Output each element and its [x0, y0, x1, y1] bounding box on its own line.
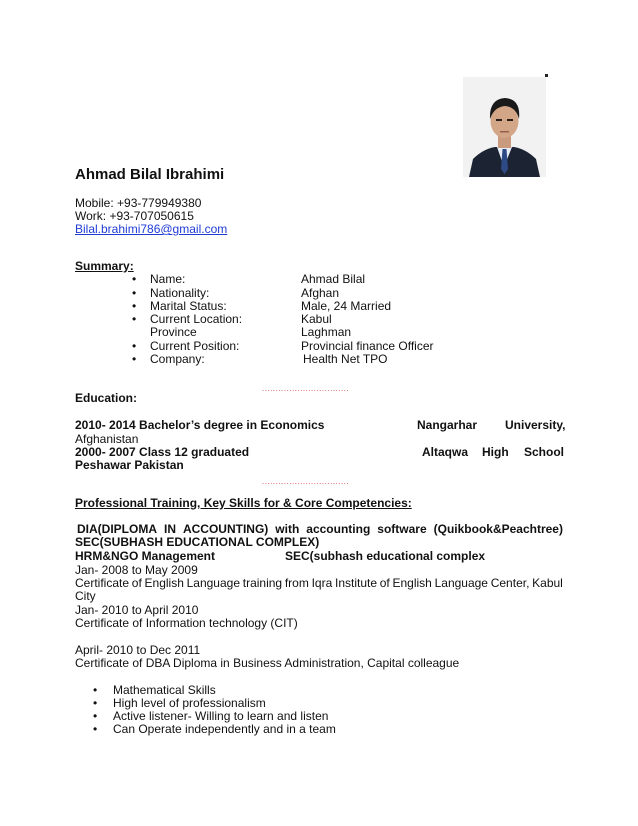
cert-word: English [392, 576, 432, 590]
diploma-word: DIA(DIPLOMA [77, 522, 157, 536]
cert-word: Iqra [311, 576, 333, 590]
summary-value: Afghan [301, 286, 340, 300]
date-range-2008: Jan- 2008 to May 2009 [75, 563, 198, 577]
diploma-word: ACCOUNTING) [182, 522, 269, 536]
summary-label: Province [150, 325, 197, 339]
sec-complex-line: SEC(SUBHASH EDUCATIONAL COMPLEX) [75, 535, 320, 549]
skill-item: Active listener- Willing to learn and listen [113, 709, 329, 723]
cert-word: Institute [334, 576, 378, 590]
bullet-icon: • [93, 683, 98, 697]
summary-label: Current Location: [150, 312, 243, 326]
candidate-name: Ahmad Bilal Ibrahimi [75, 166, 225, 183]
cert-word: Language [434, 576, 488, 590]
cert-word: of [131, 576, 142, 590]
bullet-icon: • [132, 339, 137, 353]
bullet-icon: • [93, 722, 98, 736]
bullet-icon: • [132, 272, 137, 286]
education-heading: Education: [75, 391, 137, 405]
summary-value: Male, 24 Married [301, 299, 392, 313]
education-entry-2-school-b: High [482, 445, 509, 459]
hrm-line: HRM&NGO Management [75, 549, 216, 563]
email-link[interactable]: Bilal.brahimi786@gmail.com [75, 222, 228, 236]
diploma-word: accounting [306, 522, 371, 536]
it-cert-line: Certificate of Information technology (CIT) [75, 616, 298, 630]
cert-word: Center, [490, 576, 530, 590]
work-number: Work: +93-707050615 [75, 209, 194, 223]
skill-item: Mathematical Skills [113, 683, 216, 697]
education-entry-2-school-a: Altaqwa [422, 445, 469, 459]
summary-value: Laghman [301, 325, 352, 339]
summary-label: Company: [150, 352, 205, 366]
section-divider: ................................ [262, 384, 350, 393]
education-entry-1-place: Nangarhar [417, 418, 478, 432]
dba-cert-line: Certificate of DBA Diploma in Business Administration, Capital colleague [75, 656, 460, 670]
bullet-icon: • [93, 696, 98, 710]
training-heading: Professional Training, Key Skills for & Core Competencies: [75, 496, 412, 510]
bullet-icon: • [132, 286, 137, 300]
summary-label: Current Position: [150, 339, 240, 353]
education-entry-2-degree: 2000- 2007 Class 12 graduated [75, 445, 250, 459]
diploma-word: software [377, 522, 427, 536]
cert-word: from [284, 576, 309, 590]
summary-heading: Summary: [75, 259, 134, 273]
education-entry-1-degree: 2010- 2014 Bachelor’s degree in Economics [75, 418, 325, 432]
section-divider: ................................ [262, 477, 350, 486]
cert-word: Certificate [75, 576, 130, 590]
cert-word: Language [186, 576, 240, 590]
date-range-2010: Jan- 2010 to April 2010 [75, 603, 199, 617]
bullet-icon: • [93, 709, 98, 723]
cert-word: training [242, 576, 283, 590]
bullet-icon: • [132, 299, 137, 313]
education-entry-1 [75, 418, 324, 432]
diploma-word: with [275, 522, 300, 536]
skill-item: Can Operate independently and in a team [113, 722, 336, 736]
summary-value: Ahmad Bilal [301, 272, 366, 286]
diploma-word: (Quikbook&Peachtree) [433, 522, 563, 536]
summary-value: Kabul [301, 312, 332, 326]
mobile-number: Mobile: +93-779949380 [75, 196, 202, 210]
education-entry-2-school-c: School [524, 445, 565, 459]
skill-item: High level of professionalism [113, 696, 266, 710]
cert-word: of [379, 576, 390, 590]
english-cert-line [75, 576, 563, 590]
education-entry-1-institution: University, [505, 418, 566, 432]
diploma-word: IN [163, 522, 176, 536]
sec-subhash-line: SEC(subhash educational complex [285, 549, 486, 563]
bullet-icon: • [132, 312, 137, 326]
summary-value: Health Net TPO [303, 352, 388, 366]
bullet-icon: • [132, 352, 137, 366]
cert-word: Kabul [532, 576, 563, 590]
english-cert-city: City [75, 589, 96, 603]
diploma-line [77, 522, 563, 536]
summary-label: Nationality: [150, 286, 210, 300]
profile-photo [463, 77, 546, 177]
cert-word: English [144, 576, 184, 590]
education-entry-2-location: Peshawar Pakistan [75, 458, 184, 472]
summary-label: Name: [150, 272, 186, 286]
summary-value: Provincial finance Officer [301, 339, 434, 353]
date-range-2010-2011: April- 2010 to Dec 2011 [75, 643, 201, 657]
education-entry-1-country: Afghanistan [75, 432, 139, 446]
summary-label: Marital Status: [150, 299, 227, 313]
